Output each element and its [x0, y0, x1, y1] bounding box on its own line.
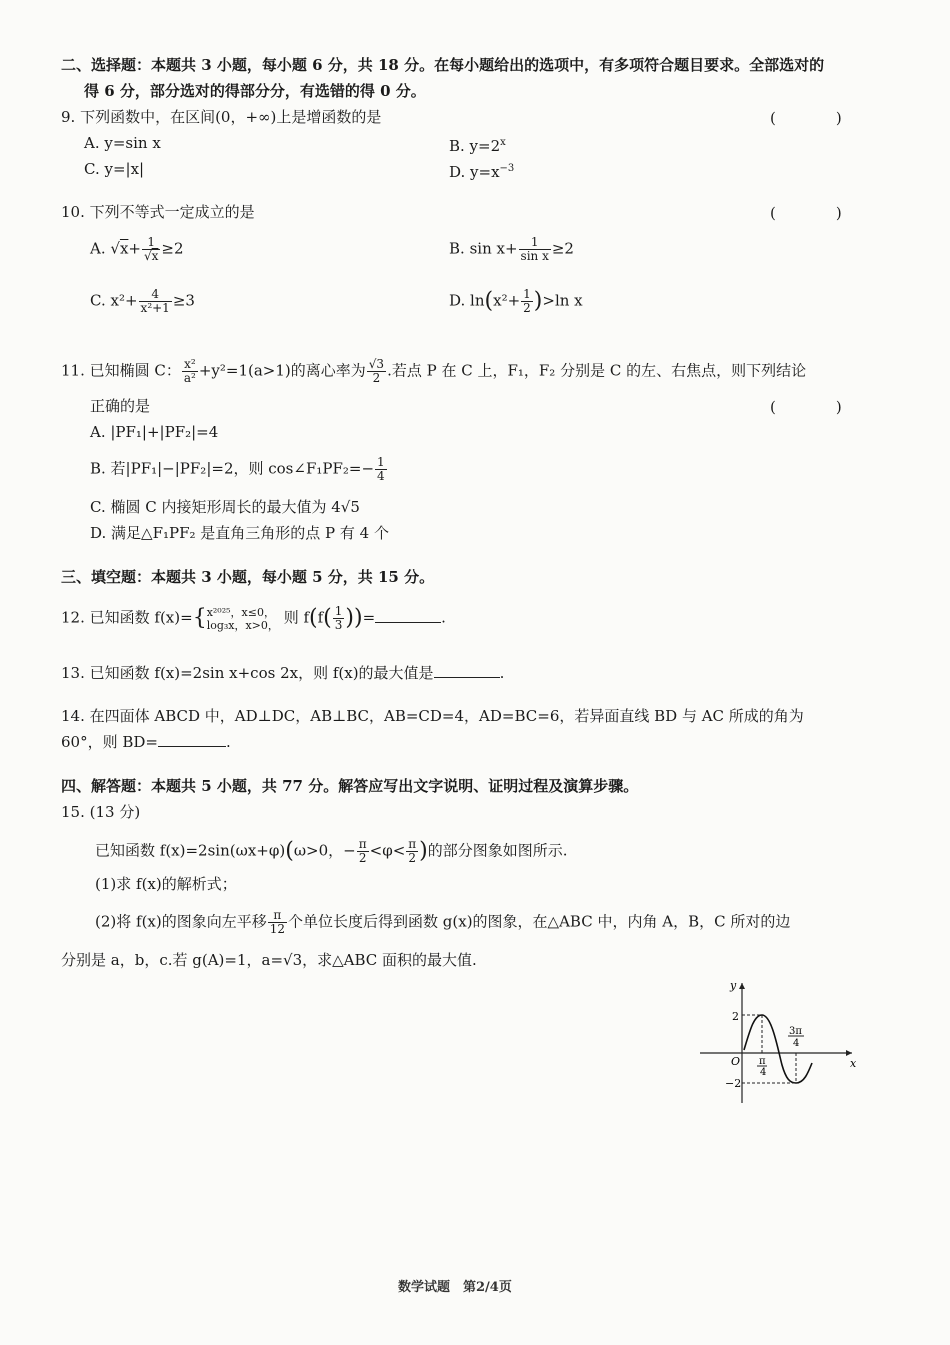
q13-answer-blank[interactable] [434, 663, 500, 678]
q14-stem-cont: 60°，则 BD= . [61, 733, 231, 751]
y-axis-arrow [739, 983, 745, 989]
graph-y-label: y [730, 979, 737, 992]
page-footer: 数学试题 第2/4页 [398, 1280, 512, 1295]
q10-stem: 10. 下列不等式一定成立的是 [61, 203, 255, 221]
q9-option-d: D. $y=x^{-3}$ [449, 163, 515, 181]
q15-part2-cont: 分别是 a，b，c.若 g(A)=1，a=√3，求△ABC 面积的最大值. [61, 951, 477, 969]
section2-heading-cont: 得 6 分，部分选对的得部分分，有选错的得 0 分。 [84, 82, 426, 100]
q11-option-c: C. 椭圆 C 内接矩形周长的最大值为 4√5 [90, 498, 360, 516]
q9-option-c: C. y=|x| [84, 160, 145, 178]
q10-option-d: D. ln(x²+ $\frac{1}{2}$ )>ln x [449, 287, 583, 315]
q15-part1: (1)求 f(x)的解析式； [95, 875, 237, 893]
q12-stem: 12. 已知函数 f(x)={ x²⁰²⁵，x≤0， log₃x，x>0， 则 f(f( $\frac{1}{3}$ ))= . [61, 604, 446, 632]
q9-stem: 9. 下列函数中，在区间(0，+∞)上是增函数的是 [61, 108, 382, 126]
q14-stem: 14. 在四面体 ABCD 中，AD⊥DC，AB⊥BC，AB=CD=4，AD=BC=6，若异面直线 BD 与 AC 所成的角为 [61, 707, 804, 725]
graph-ymax-label: 2 [732, 1010, 739, 1023]
q11-option-b: B. 若|PF₁|−|PF₂|=2，则 cos∠F₁PF₂=− $\frac{1}{4}$ [90, 455, 385, 483]
section2-heading: 二、选择题：本题共 3 小题，每小题 6 分，共 18 分。在每小题给出的选项中，有多项符合题目要求。全部选对的 [61, 56, 825, 74]
q12-answer-blank[interactable] [375, 608, 441, 623]
q10-answer-paren: ( ) [770, 204, 842, 222]
q10-option-c: C. x²+ $\frac{4}{\text{x²+1}}$ ≥3 [90, 287, 195, 315]
q9-answer-paren: ( ) [770, 109, 842, 127]
q13-stem: 13. 已知函数 f(x)=2sin x+cos 2x，则 f(x)的最大值是 . [61, 664, 505, 682]
graph-3pi4-num: 3π [789, 1026, 802, 1037]
section3-heading: 三、填空题：本题共 3 小题，每小题 5 分，共 15 分。 [61, 568, 435, 586]
section4-heading: 四、解答题：本题共 5 小题，共 77 分。解答应写出文字说明、证明过程及演算步骤。 [61, 777, 639, 795]
q10-option-b: B. sin x+ $\frac{1}{\text{sin x}}$ ≥2 [449, 235, 574, 263]
q15-sine-graph [692, 975, 862, 1110]
q11-option-a: A. |PF₁|+|PF₂|=4 [90, 423, 219, 441]
q10-option-a: A. √x+ $\frac{1}{√x}$ ≥2 [90, 235, 184, 263]
graph-x-label: x [850, 1057, 857, 1070]
graph-pi4-num: π [759, 1056, 766, 1067]
q14-answer-blank[interactable] [158, 732, 226, 747]
q15-part2: (2)将 f(x)的图象向左平移 $\frac{\pi}{12}$ 个单位长度后得到函数 g(x)的图象，在△ABC 中，内角 A，B，C 所对的边 [95, 908, 791, 936]
q9-option-b: B. $y=2^x$ [449, 137, 506, 155]
graph-origin-label: O [731, 1055, 741, 1068]
q9-option-a: A. y=sin x [84, 134, 161, 152]
q11-option-d: D. 满足△F₁PF₂ 是直角三角形的点 P 有 4 个 [90, 524, 389, 542]
x-axis-arrow [846, 1050, 852, 1056]
q15-head: 15. (13 分) [61, 803, 141, 821]
graph-pi4-den: 4 [760, 1067, 767, 1078]
q11-stem-cont: 正确的是 [90, 397, 151, 415]
q15-stem: 已知函数 f(x)=2sin(ωx+φ)(ω>0，− $\frac{\pi}{2}$ <φ< $\frac{\pi}{2}$ )的部分图象如图所示. [95, 837, 568, 865]
graph-ymin-label: −2 [725, 1077, 742, 1090]
q11-answer-paren: ( ) [770, 398, 842, 416]
q11-stem: 11. 已知椭圆 C： $\frac{\text{x²}}{\text{a²}}$ +y²=1(a>1)的离心率为 $\frac{√3}{2}$ .若点 P 在 C 上，F₁，F₂ 分别是 C 的左、右焦点，则下列结论 [61, 357, 807, 385]
graph-3pi4-den: 4 [793, 1038, 800, 1049]
